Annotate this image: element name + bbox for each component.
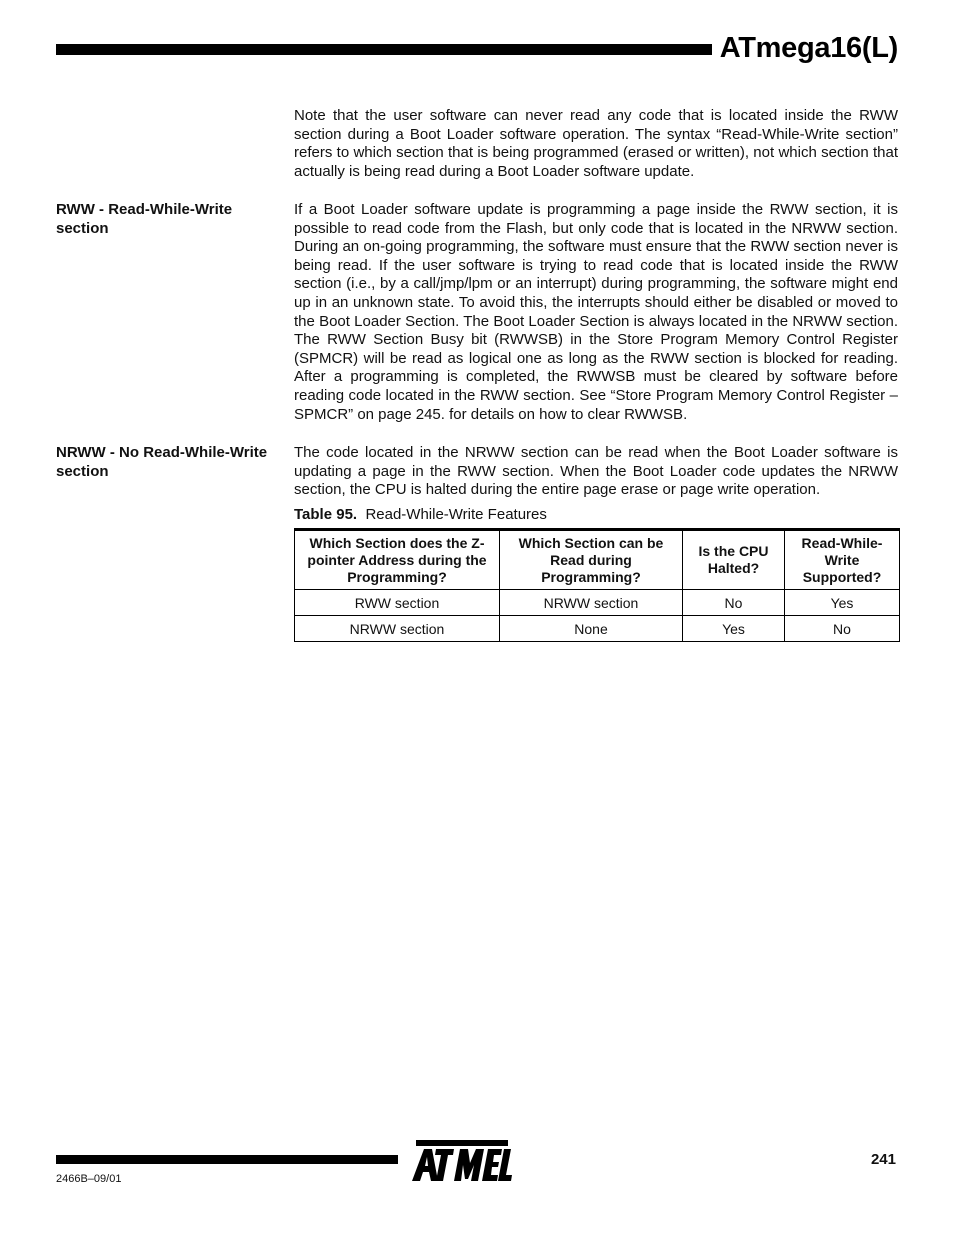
column-header: Read-While-Write Supported? — [785, 530, 900, 590]
section-body-nrww: The code located in the NRWW section can be read when the Boot Loader software is updating a page in the RWW section. When the Boot Loader code updates the NRWW section, the CPU is halted during the entire page erase or page write operation. — [294, 444, 898, 499]
table-cell: Yes — [785, 590, 900, 616]
column-header: Which Section can be Read during Programming? — [500, 530, 683, 590]
section-body-rww: If a Boot Loader software update is programming a page inside the RWW section, it is possible to read code from the Flash, but only code that is located in the NRWW section. During an on-going programming, the software must ensure that the RWW section never is being read. If the user software is trying to read code that is located inside the RWW section (i.e., by a call/jmp/lpm or an interrupt) during programming, the software might end up in an unknown state. To avoid this, the interrupts should either be disabled or moved to the Boot Loader Section. The Boot Loader Section is always located in the NRWW section. The RWW Section Busy bit (RWWSB) in the Store Program Memory Control Register (SPMCR) will be read as logical one as long as the RWW section is blocked for reading. After a programming is completed, the RWWSB must be cleared by software before reading code located in the RWW section. See “Store Program Memory Control Register – SPMCR” on page 245. for details on how to clear RWWSB. — [294, 201, 898, 423]
table-header-row — [295, 530, 900, 590]
column-header: Which Section does the Z-pointer Address during the Programming? — [295, 530, 500, 590]
document-code: 2466B–09/01 — [56, 1173, 122, 1185]
table-caption — [294, 506, 547, 524]
table-row — [295, 590, 900, 616]
table-cell: NRWW section — [295, 616, 500, 642]
header-rule — [56, 44, 712, 55]
table-row — [295, 616, 900, 642]
table-cell: NRWW section — [500, 590, 683, 616]
table-caption-text: Read-While-Write Features — [365, 506, 547, 523]
table-cell: None — [500, 616, 683, 642]
table-cell: Yes — [683, 616, 785, 642]
table-cell: RWW section — [295, 590, 500, 616]
page-number: 241 — [870, 1151, 896, 1168]
section-heading-rww: RWW - Read-While-Write section — [56, 201, 233, 237]
table-cell: No — [785, 616, 900, 642]
read-while-write-features-table — [294, 528, 900, 642]
table-cell: No — [683, 590, 785, 616]
section-heading-nrww: NRWW - No Read-While-Write section — [56, 444, 268, 480]
table-caption-label: Table 95. — [294, 506, 358, 523]
column-header: Is the CPU Halted? — [683, 530, 785, 590]
intro-paragraph: Note that the user software can never read any code that is located inside the RWW section during a Boot Loader software operation. The syntax “Read-While-Write section” refers to which section that is being programmed (erased or written), not which section that actually is being read during a Boot Loader software update. — [294, 107, 898, 180]
document-title: ATmega16(L) — [719, 32, 898, 64]
footer-rule — [56, 1155, 398, 1164]
atmel-logo — [410, 1135, 512, 1185]
